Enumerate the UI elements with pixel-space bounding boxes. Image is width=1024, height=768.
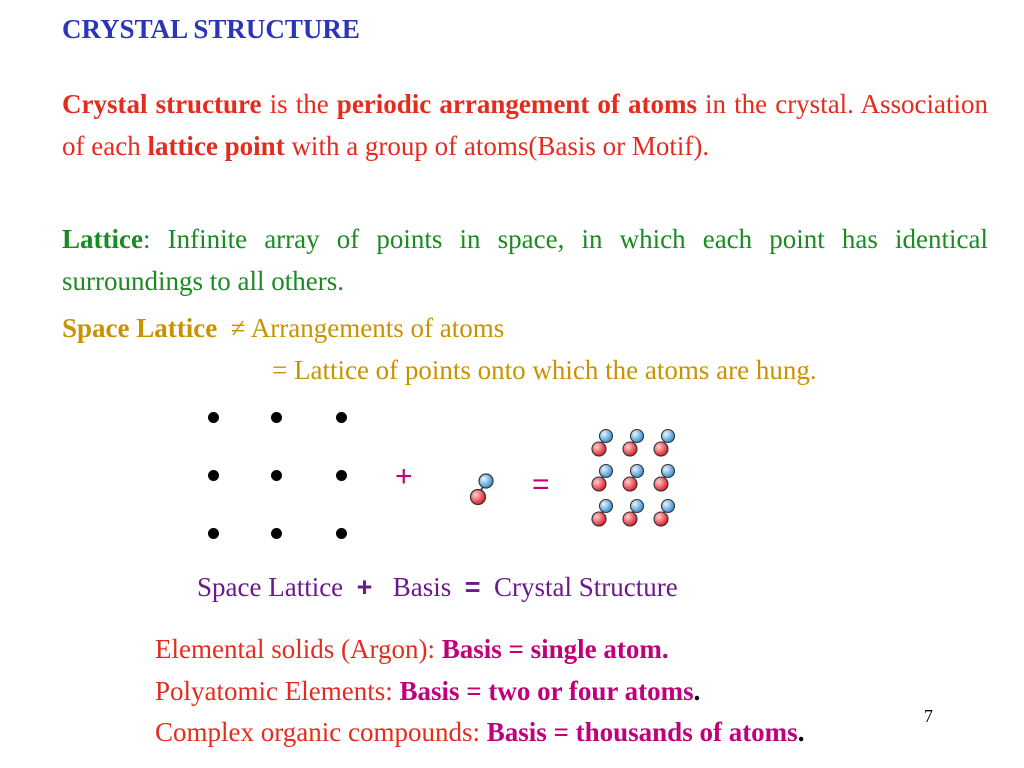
term-crystal-structure: Crystal structure bbox=[62, 89, 262, 119]
example-basis: Basis = two or four atoms bbox=[399, 676, 694, 706]
text-segment: : Infinite array of points in space, in which each point has identical surroundings to all others. bbox=[62, 224, 988, 296]
example-line bbox=[155, 676, 700, 707]
lattice-point bbox=[336, 412, 347, 423]
example-basis: Basis = thousands of atoms bbox=[486, 717, 798, 747]
lattice-point bbox=[208, 412, 219, 423]
lattice-point bbox=[271, 528, 282, 539]
basis-molecule-icon bbox=[465, 470, 499, 510]
lattice-point bbox=[271, 412, 282, 423]
text-segment: with a group of atoms(Basis or Motif). bbox=[284, 131, 710, 161]
example-prefix: Complex organic compounds: bbox=[155, 717, 487, 747]
example-prefix: Elemental solids (Argon): bbox=[155, 634, 442, 664]
term-space-lattice: Space Lattice bbox=[62, 313, 218, 343]
term-lattice: Lattice bbox=[62, 224, 143, 254]
diagram-equals-sign: = bbox=[532, 468, 550, 501]
example-suffix: . bbox=[797, 717, 805, 747]
space-lattice-not-equal: ≠ Arrangements of atoms bbox=[230, 313, 505, 343]
lattice-point bbox=[271, 470, 282, 481]
page-number: 7 bbox=[924, 706, 933, 726]
example-prefix: Polyatomic Elements: bbox=[155, 676, 400, 706]
slide-title: CRYSTAL STRUCTURE bbox=[62, 14, 360, 44]
text-segment: in the crystal. Association of each bbox=[62, 89, 989, 161]
space-lattice-line1 bbox=[62, 313, 504, 344]
lattice-definition bbox=[62, 218, 988, 302]
lattice-point bbox=[208, 528, 219, 539]
lattice-point bbox=[208, 470, 219, 481]
example-line bbox=[155, 634, 669, 665]
lattice-point bbox=[336, 470, 347, 481]
space-lattice-line2: = Lattice of points onto which the atoms are hung. bbox=[272, 355, 817, 385]
equation-space-lattice: Space Lattice bbox=[197, 572, 344, 602]
equation-crystal-structure: Crystal Structure bbox=[494, 572, 678, 602]
example-line bbox=[155, 717, 804, 748]
crystal-structure-icon bbox=[588, 428, 684, 532]
text-segment: is the bbox=[261, 89, 337, 119]
crystal-structure-definition bbox=[62, 83, 988, 167]
term-lattice-point: lattice point bbox=[147, 131, 285, 161]
equation-row bbox=[197, 572, 678, 603]
example-basis: Basis = single atom. bbox=[441, 634, 669, 664]
lattice-point bbox=[336, 528, 347, 539]
term-periodic-arrangement: periodic arrangement of atoms bbox=[336, 89, 697, 119]
diagram-plus-sign: + bbox=[395, 460, 413, 493]
equation-equals: = bbox=[464, 572, 481, 602]
equation-basis: Basis bbox=[392, 572, 452, 602]
equation-plus: + bbox=[356, 572, 373, 602]
example-suffix: . bbox=[693, 676, 701, 706]
